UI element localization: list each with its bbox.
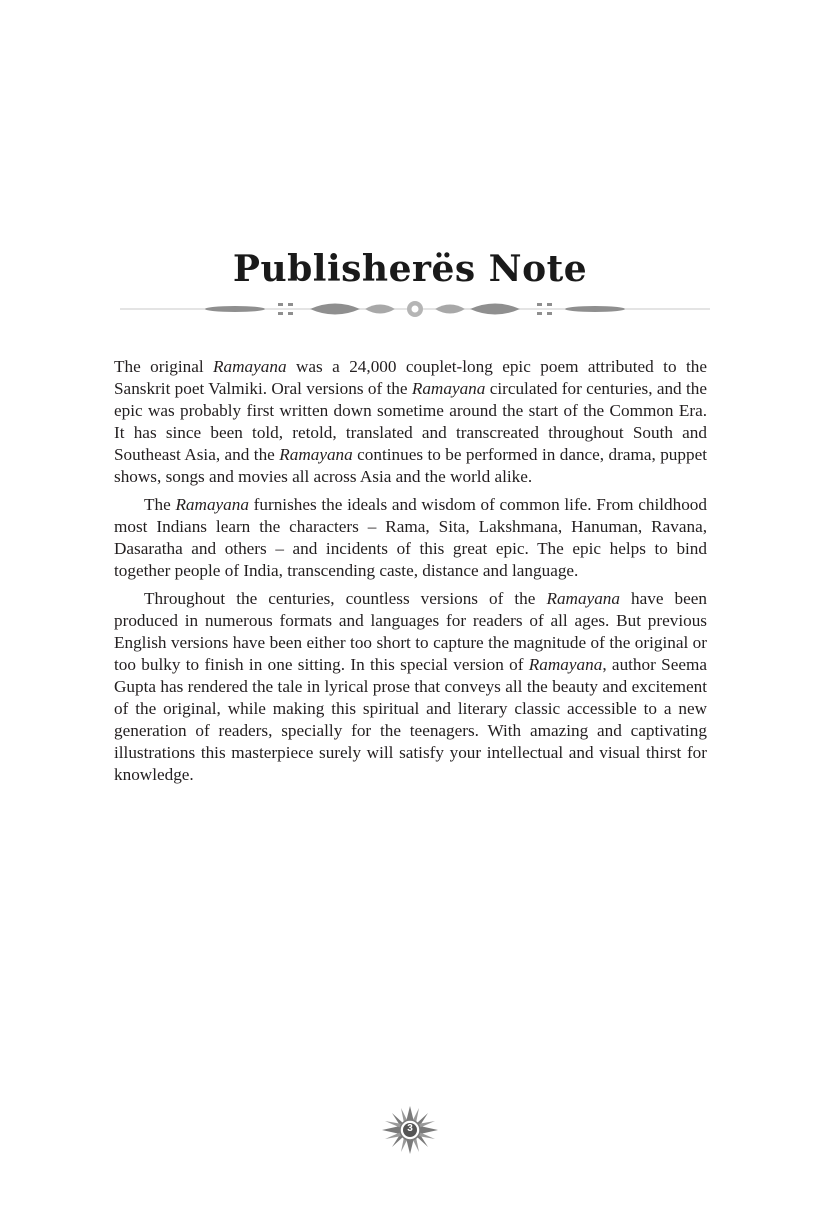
paragraph-2: The Ramayana furnishes the ideals and wisdom of common life. From childhood most Indians learn the characters – Rama, Sita, Lakshmana, Hanuman, Ravana, Dasaratha and others – and incidents of this great epic. The epic helps to bind together people of India, transcending caste, distance and language. — [114, 495, 707, 580]
paragraph-3: Throughout the centuries, countless versions of the Ramayana have been produced in numerous formats and languages for readers of all ages. But previous English versions have been either too short to capture the magnitude of the original or too bulky to finish in one sitting. In this special version of Ramayana, author Seema Gupta has rendered the tale in lyrical prose that conveys all the beauty and excitement of the original, while making this spiritual and literary classic accessible to a new generation of readers, specially for the teenagers. With amazing and captivating illustrations this masterpiece surely will satisfy your intellectual and visual thirst for knowledge. — [114, 589, 707, 784]
paragraph-1: The original Ramayana was a 24,000 couplet-long epic poem attributed to the Sanskrit poet Valmiki. Oral versions of the Ramayana circulated for centuries, and the epic was probably first written down sometime around the start of the Common Era. It has since been told, retold, translated and transcreated throughout South and Southeast Asia, and the Ramayana continues to be performed in dance, drama, puppet shows, songs and movies all across Asia and the world alike. — [114, 357, 707, 486]
page-title: Publisherës Note — [232, 248, 588, 290]
ornamental-divider — [120, 294, 710, 324]
page-number: 3 — [407, 1123, 413, 1134]
publishers-note-body — [114, 356, 707, 792]
